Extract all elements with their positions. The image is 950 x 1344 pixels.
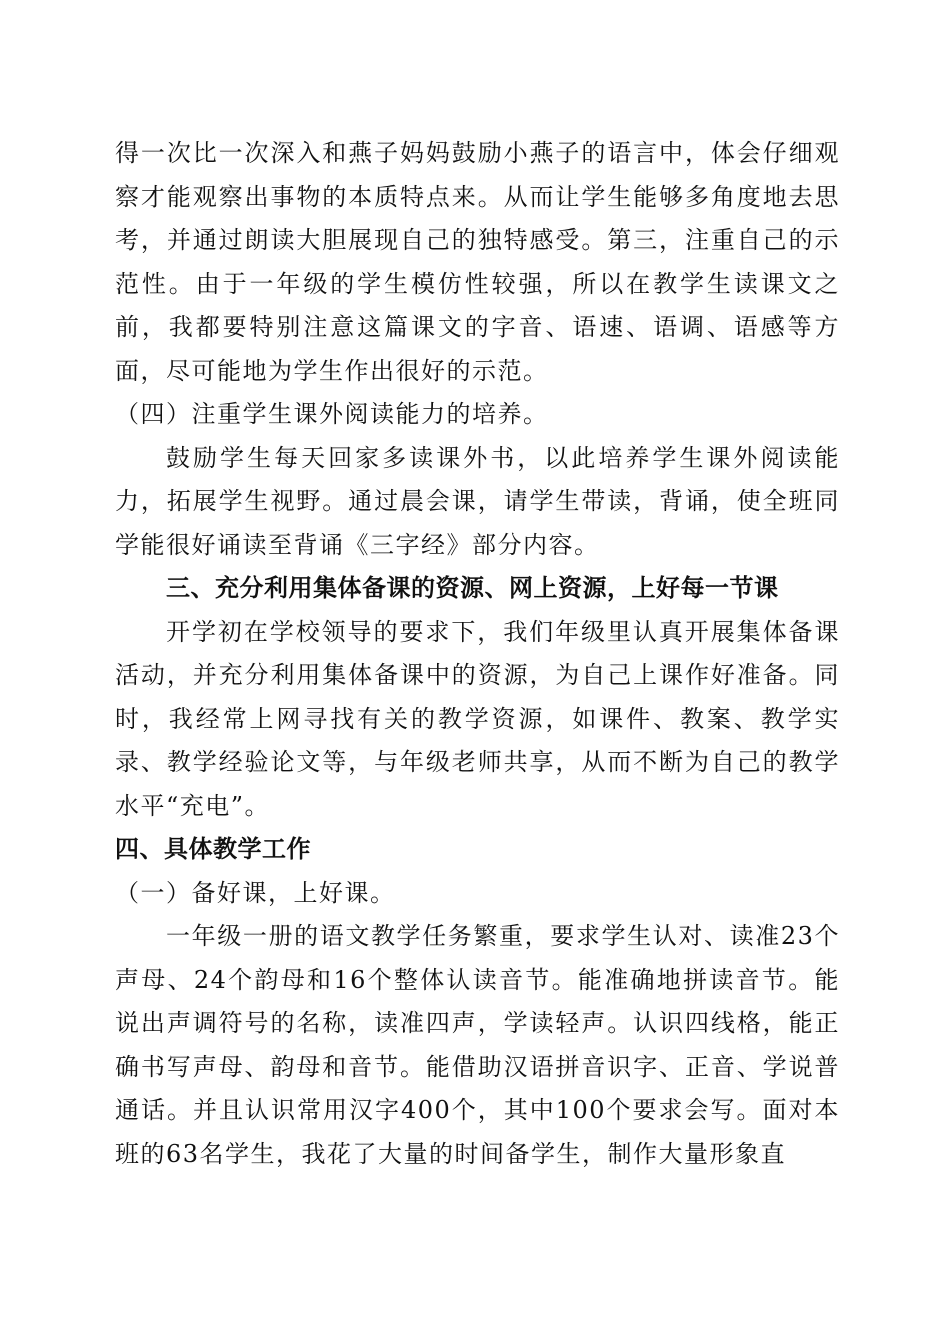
document-body — [115, 132, 840, 1176]
heading-section-four: 四、具体教学工作 — [115, 835, 311, 863]
heading-section-three: 三、充分利用集体备课的资源、网上资源，上好每一节课 — [166, 574, 779, 602]
subheading-prepare-lessons: （一）备好课，上好课。 — [115, 878, 396, 907]
subheading-extracurricular-reading: （四）注重学生课外阅读能力的培养。 — [115, 400, 549, 428]
paragraph-reading-encouragement: 鼓励学生每天回家多读课外书，以此培养学生课外阅读能力，拓展学生视野。通过晨会课，请学生带读，背诵，使全班同学能很好诵读至背诵《三字经》部分内容。 — [115, 443, 840, 559]
paragraph-teaching-tasks: 一年级一册的语文教学任务繁重，要求学生认对、读准23个声母、24个韵母和16个整体认读音节。能准确地拼读音节。能说出声调符号的名称，读准四声，学读轻声。认识四线格，能正确书写声母、韵母和音节。能借助汉语拼音识字、正音、学说普通话。并且认识常用汉字400个，其中100个要求会写。面对本班的63名学生，我花了大量的时间备学生，制作大量形象直 — [115, 922, 840, 1168]
paragraph-collective-lesson-prep: 开学初在学校领导的要求下，我们年级里认真开展集体备课活动，并充分利用集体备课中的资源，为自己上课作好准备。同时，我经常上网寻找有关的教学资源，如课件、教案、教学实录、教学经验论文等，与年级老师共享，从而不断为自己的教学水平“充电”。 — [115, 617, 840, 820]
paragraph-continuation: 得一次比一次深入和燕子妈妈鼓励小燕子的语言中，体会仔细观察才能观察出事物的本质特点来。从而让学生能够多角度地去思考，并通过朗读大胆展现自己的独特感受。第三，注重自己的示范性。由于一年级的学生模仿性较强，所以在教学生读课文之前，我都要特别注意这篇课文的字音、语速、语调、语感等方面，尽可能地为学生作出很好的示范。 — [115, 139, 840, 385]
